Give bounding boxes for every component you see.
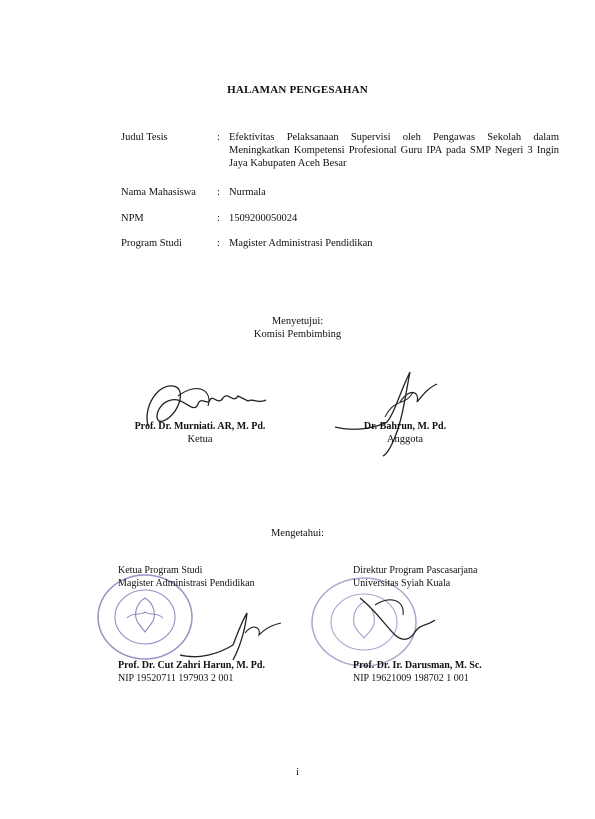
field-colon: : [217,132,220,143]
official-nip: NIP 19520711 197903 2 001 [118,672,234,684]
official-title2: Universitas Syiah Kuala [353,577,451,589]
field-colon: : [217,213,220,224]
supervisor-name: Dr. Bahrun, M. Pd. [363,421,447,432]
official-kaprodi [118,660,328,685]
field-value: Magister Administrasi Pendidikan [229,238,373,249]
official-director-title [353,565,553,590]
official-name: Prof. Dr. Ir. Darusman, M. Sc. [353,660,482,671]
field-label: NPM [121,213,144,224]
field-colon: : [217,187,220,198]
field-label: Judul Tesis [121,132,168,143]
supervisor-role: Anggota [386,434,424,445]
supervisor-name: Prof. Dr. Murniati. AR, M. Pd. [134,421,266,432]
supervisor-anggota [320,420,490,446]
field-colon: : [217,238,220,249]
field-label: Program Studi [121,238,182,249]
official-title2: Magister Administrasi Pendidikan [118,577,255,589]
field-value: Nurmala [229,187,266,198]
approval-line1: Menyetujui: [271,316,324,327]
supervisor-ketua [100,420,300,446]
page-title: HALAMAN PENGESAHAN [227,84,368,96]
field-value: Efektivitas Pelaksanaan Supervisi oleh Pengawas Sekolah dalam Meningkatkan Kompetensi Profesional Guru IPA pada SMP Negeri 3 Ingin Jaya Kabupaten Aceh Besar [229,132,559,169]
official-nip: NIP 19621009 198702 1 001 [353,672,469,684]
official-title1: Ketua Program Studi [118,565,203,576]
field-value: 1509200050024 [229,213,298,224]
approval-line2: Komisi Pembimbing [253,329,342,340]
official-name: Prof. Dr. Cut Zahri Harun, M. Pd. [118,660,265,671]
official-title1: Direktur Program Pascasarjana [353,565,478,576]
official-director [353,660,563,685]
supervisor-role: Ketua [187,434,213,445]
field-label: Nama Mahasiswa [121,187,196,198]
signature-kaprodi [175,605,285,665]
page-number: i [296,767,299,778]
official-kaprodi-title [118,565,318,590]
approval-heading [0,315,595,341]
acknowledge-heading: Mengetahui: [270,528,325,539]
signature-director [355,590,455,650]
